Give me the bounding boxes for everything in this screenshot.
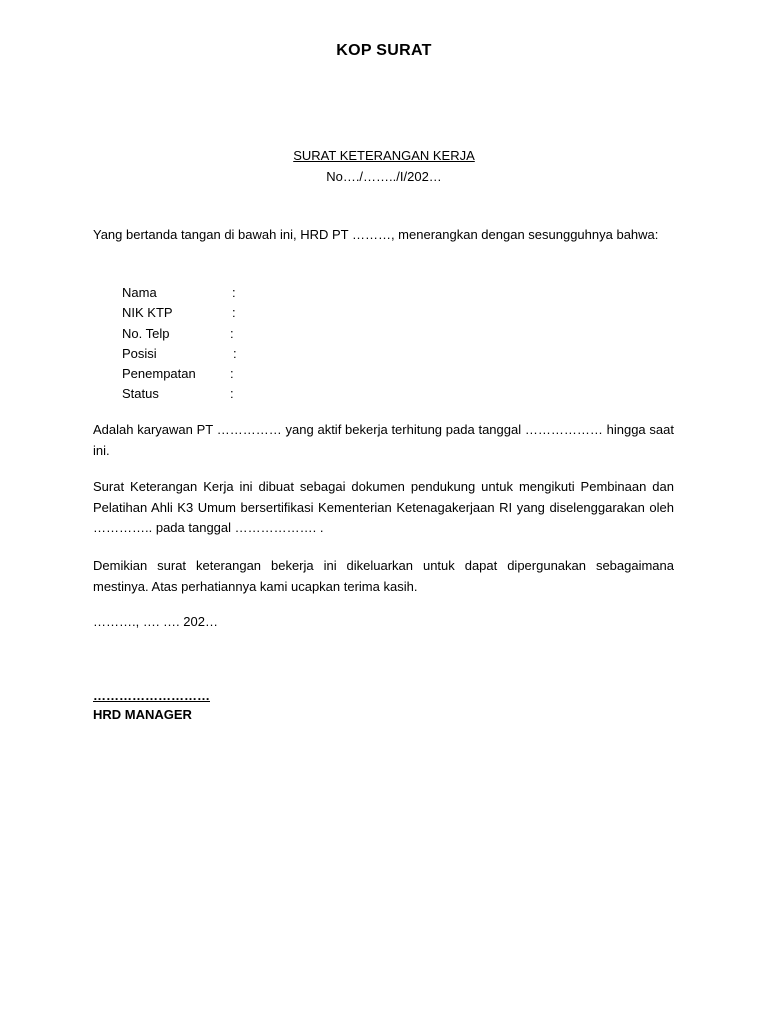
field-label: NIK KTP [122, 305, 173, 321]
letter-title: SURAT KETERANGAN KERJA [293, 148, 475, 163]
field-label: No. Telp [122, 325, 170, 341]
field-colon: : [232, 285, 236, 300]
field-label: Nama [122, 285, 157, 300]
letter-number: No…./……../I/202… [326, 169, 442, 184]
field-label: Penempatan [122, 366, 196, 382]
purpose-paragraph: Surat Keterangan Kerja ini dibuat sebagai dokumen pendukung untuk mengikuti Pembinaan dan Pelatihan Ahli K3 Umum bersertifikasi Kementerian Ketenagakerjaan RI yang diselenggarakan oleh ………….. pada tanggal ………………. . [93, 479, 674, 535]
intro-paragraph: Yang bertanda tangan di bawah ini, HRD PT ………, menerangkan dengan sesungguhnya bahwa: [93, 227, 659, 242]
field-colon: : [230, 386, 234, 402]
field-colon: : [230, 325, 234, 341]
field-label: Status [122, 386, 159, 402]
letterhead: KOP SURAT [336, 42, 432, 59]
statement-paragraph: Adalah karyawan PT …………… yang aktif bekerja terhitung pada tanggal ……………… hingga saat ini. [93, 422, 674, 458]
field-colon: : [233, 345, 237, 361]
signatory-role: HRD MANAGER [93, 707, 192, 722]
signatory-name-placeholder: ……………………… [93, 688, 210, 703]
field-colon: : [230, 366, 234, 382]
field-colon: : [232, 305, 236, 321]
closing-paragraph: Demikian surat keterangan bekerja ini dikeluarkan untuk dapat dipergunakan sebagaimana mestinya. Atas perhatiannya kami ucapkan terima kasih. [93, 558, 674, 594]
place-date: ………., …. …. 202… [93, 614, 218, 629]
field-label: Posisi [122, 345, 157, 361]
